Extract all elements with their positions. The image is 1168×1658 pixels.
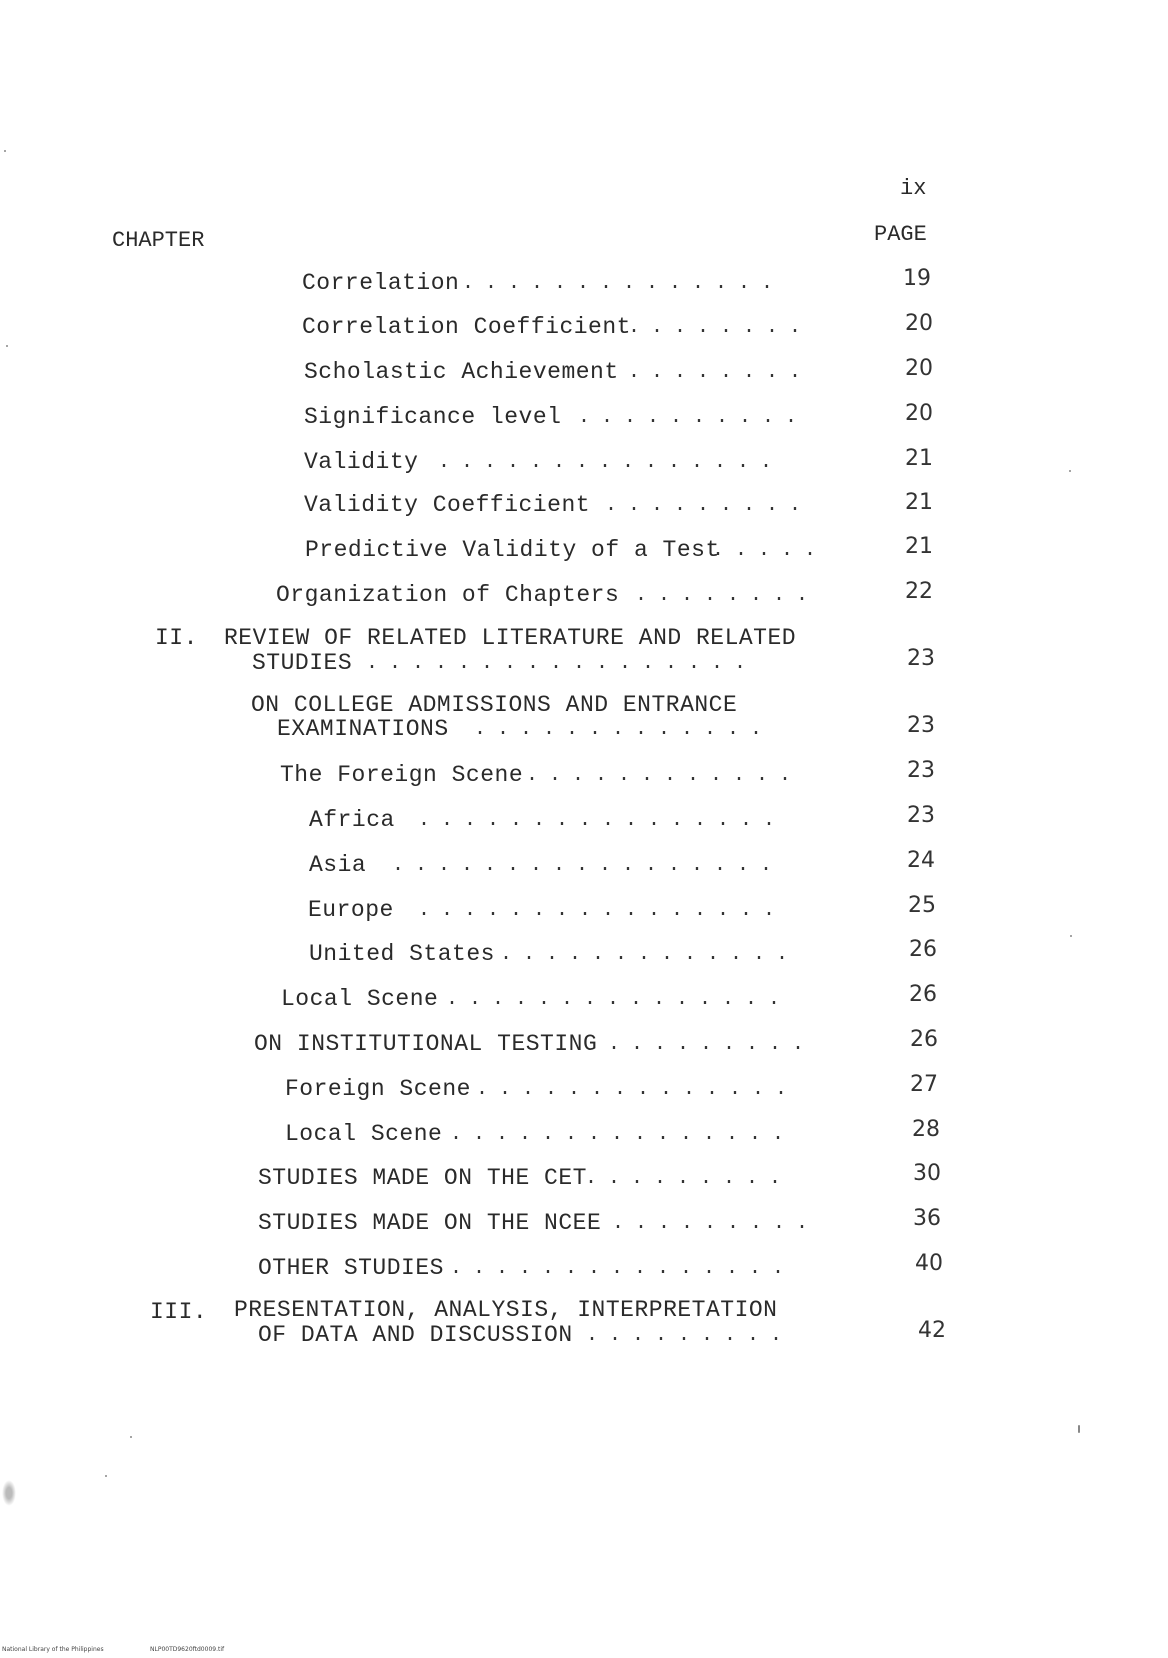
chapter-iii-title-cont: OF DATA AND DISCUSSION — [258, 1322, 573, 1348]
toc-page: 21 — [905, 490, 933, 515]
scan-speck — [1069, 470, 1071, 472]
page-label: PAGE — [874, 222, 927, 247]
scan-speck — [6, 345, 8, 347]
leader-dots: ......... — [586, 1324, 794, 1347]
leader-dots: ........ — [628, 316, 813, 339]
toc-entry-europe: Europe — [308, 897, 394, 923]
toc-page: 20 — [905, 311, 933, 336]
leader-dots: ........ — [628, 361, 813, 384]
toc-entry-organization-of-chapters: Organization of Chapters — [276, 582, 620, 608]
toc-page: 24 — [907, 848, 935, 873]
leader-dots: ......... — [605, 494, 813, 517]
chapter-iii-title: PRESENTATION, ANALYSIS, INTERPRETATION — [234, 1297, 778, 1323]
toc-page: 23 — [907, 758, 935, 783]
chapter-label: CHAPTER — [112, 228, 205, 253]
leader-dots: .............. — [462, 272, 785, 295]
toc-page: 23 — [907, 803, 935, 828]
leader-dots: .............. — [476, 1078, 799, 1101]
toc-entry-college-admissions: ON COLLEGE ADMISSIONS AND ENTRANCE — [251, 692, 738, 718]
leader-dots: ......... — [585, 1167, 793, 1190]
chapter-ii-title-cont: STUDIES — [252, 650, 353, 676]
toc-page: 28 — [912, 1117, 940, 1142]
toc-entry-institutional-testing: ON INSTITUTIONAL TESTING — [254, 1031, 598, 1057]
chapter-ii-title: REVIEW OF RELATED LITERATURE AND RELATED — [224, 625, 797, 651]
toc-entry-scholastic-achievement: Scholastic Achievement — [304, 359, 619, 385]
page-number: ix — [900, 176, 927, 201]
toc-page: 42 — [918, 1318, 946, 1343]
toc-page: 21 — [905, 446, 933, 471]
scan-speck — [105, 1475, 107, 1477]
leader-dots: ............. — [500, 943, 800, 966]
toc-page: 30 — [913, 1161, 941, 1186]
toc-page: 23 — [907, 646, 935, 671]
leader-dots: .......... — [578, 406, 809, 429]
toc-entry-significance-level: Significance level — [304, 404, 562, 430]
scan-speck — [4, 150, 6, 152]
chapter-numeral-ii: II. — [155, 625, 198, 651]
toc-entry-validity: Validity — [304, 449, 419, 475]
toc-page: 36 — [913, 1206, 941, 1231]
scan-speck — [1070, 935, 1072, 937]
toc-page: 26 — [909, 982, 937, 1007]
scan-speck — [1078, 1425, 1080, 1433]
leader-dots: ................ — [418, 899, 787, 922]
toc-entry-local-scene-2: Local Scene — [285, 1121, 443, 1147]
toc-page: 26 — [909, 937, 937, 962]
toc-entry-asia: Asia — [309, 852, 367, 878]
toc-entry-united-states: United States — [309, 941, 495, 967]
footer-file: NLP00TD9620ftd0009.tif — [150, 1646, 225, 1653]
leader-dots: ......... — [612, 1212, 820, 1235]
library-seal-icon — [2, 1480, 16, 1506]
toc-entry-foreign-scene: Foreign Scene — [285, 1076, 471, 1102]
leader-dots: ......... — [608, 1033, 816, 1056]
chapter-numeral-iii: III. — [150, 1299, 208, 1325]
leader-dots: ................ — [418, 809, 787, 832]
toc-entry-college-admissions-cont: EXAMINATIONS — [277, 716, 449, 742]
leader-dots: ............... — [450, 1257, 796, 1280]
toc-page: 23 — [907, 713, 935, 738]
toc-page: 20 — [905, 401, 933, 426]
toc-page: 40 — [915, 1251, 943, 1276]
scan-speck — [130, 1436, 132, 1438]
toc-page: 27 — [910, 1072, 938, 1097]
leader-dots: ............. — [474, 718, 774, 741]
toc-entry-studies-ncee: STUDIES MADE ON THE NCEE — [258, 1210, 602, 1236]
toc-entry-predictive-validity: Predictive Validity of a Test — [305, 537, 720, 563]
leader-dots: ................. — [392, 854, 784, 877]
footer-library: National Library of the Philippines — [2, 1646, 104, 1653]
leader-dots: ............... — [450, 1123, 796, 1146]
leader-dots: ............... — [438, 451, 784, 474]
toc-page: 21 — [905, 534, 933, 559]
leader-dots: ................. — [366, 652, 758, 675]
toc-page: 20 — [905, 356, 933, 381]
toc-entry-local-scene: Local Scene — [281, 986, 439, 1012]
toc-entry-other-studies: OTHER STUDIES — [258, 1255, 444, 1281]
leader-dots: ........ — [635, 584, 820, 607]
toc-entry-validity-coefficient: Validity Coefficient — [304, 492, 591, 518]
toc-entry-the-foreign-scene: The Foreign Scene — [280, 762, 524, 788]
leader-dots: ............... — [446, 988, 792, 1011]
toc-entry-africa: Africa — [309, 807, 395, 833]
toc-page: 22 — [905, 579, 933, 604]
toc-page: 19 — [903, 266, 931, 291]
toc-page: 25 — [908, 893, 936, 918]
leader-dots: ..... — [712, 539, 828, 562]
toc-entry-correlation: Correlation — [302, 270, 460, 296]
toc-entry-studies-cet: STUDIES MADE ON THE CET — [258, 1165, 587, 1191]
toc-entry-correlation-coefficient: Correlation Coefficient — [302, 314, 631, 340]
toc-page: 26 — [910, 1027, 938, 1052]
leader-dots: ............ — [526, 764, 803, 787]
